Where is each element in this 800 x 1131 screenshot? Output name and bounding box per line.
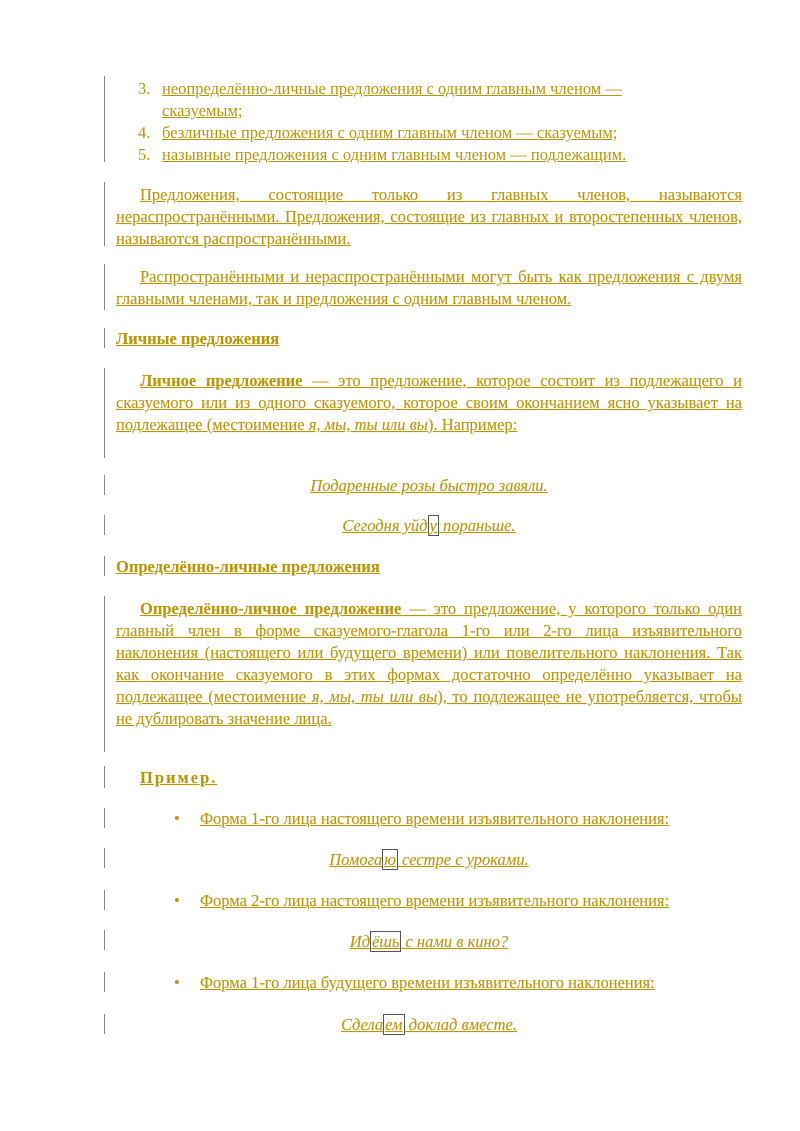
example-form-label	[174, 972, 655, 994]
change-bar	[104, 368, 105, 458]
example-sentence: Подаренные розы быстро завяли.	[310, 476, 548, 495]
list-number: 3.	[138, 79, 151, 98]
change-bar	[104, 475, 105, 495]
change-bar	[104, 766, 105, 788]
ending-box: ю	[384, 850, 396, 869]
example-rest: сестре с уроками.	[397, 850, 529, 869]
list-text: неопределённо-личные предложения с одним главным членом —	[162, 79, 622, 98]
example-form-label	[174, 890, 669, 912]
list-text: безличные предложения с одним главным членом — сказуемым;	[162, 123, 618, 142]
change-bar	[104, 596, 105, 752]
example-sentence	[116, 1014, 742, 1036]
list-number: 4.	[138, 123, 151, 142]
list-item	[138, 122, 738, 144]
example-sentence	[116, 931, 742, 953]
definition-text: — это предложение, которое состоит из подлежащего и сказуемого или из одного сказуемого, которое своим окончанием ясно указывает на подлежащее (местоимение	[116, 371, 742, 434]
definition-text: — это предложение, у которого только один главный член в форме сказуемого-глагола 1-го или 2-го лица изъявительного наклонения (настоящего или будущего времени) или повелительного наклонения. Так как окончание сказуемого в этих формах достаточно определённо указывает на подлежащее (местоимение	[116, 599, 742, 706]
definition-term: Личное предложение	[140, 371, 303, 390]
change-bar	[104, 328, 105, 348]
section-heading: Личные предложения	[116, 329, 280, 348]
change-bar	[104, 930, 105, 950]
list-text: сказуемым;	[162, 101, 243, 120]
example-stem: Сегодня уйд	[342, 516, 428, 535]
change-bar	[104, 264, 105, 310]
example-label: Пример.	[140, 768, 218, 787]
example-form-label	[174, 808, 669, 830]
change-bar	[104, 515, 105, 535]
change-bar	[104, 890, 105, 910]
form-label-text: Форма 2-го лица настоящего времени изъявительного наклонения:	[200, 891, 670, 910]
change-bar	[104, 972, 105, 992]
change-bar	[104, 76, 105, 162]
bullet-icon: •	[174, 973, 180, 992]
example-rest: пораньше.	[438, 516, 516, 535]
form-label-text: Форма 1-го лица будущего времени изъявительного наклонения:	[200, 973, 655, 992]
example-stem: Сдела	[341, 1015, 384, 1034]
ending-box: ем	[385, 1015, 403, 1034]
bullet-icon: •	[174, 891, 180, 910]
list-number: 5.	[138, 145, 151, 164]
list-item	[138, 78, 738, 100]
definition-term: Определённо-личное предложение	[140, 599, 402, 618]
example-stem: Помога	[329, 850, 383, 869]
paragraph: Предложения, состоящие только из главных членов, называются нераспространёнными. Предложения, состоящие из главных и второстепенных членов, называются распространёнными.	[116, 185, 742, 248]
example-rest: доклад вместе.	[404, 1015, 517, 1034]
paragraph: Распространёнными и нераспространёнными могут быть как предложения с двумя главными членами, так и предложения с одним главным членом.	[116, 267, 742, 308]
ending-box: ёшь	[372, 932, 400, 951]
example-sentence	[116, 515, 742, 537]
ending-box: у	[429, 516, 437, 535]
change-bar	[104, 808, 105, 828]
pronouns: я, мы, ты или вы	[308, 415, 428, 434]
pronouns: я, мы, ты или вы	[311, 687, 438, 706]
section-heading: Определённо-личные предложения	[116, 557, 380, 576]
bullet-icon: •	[174, 809, 180, 828]
change-bar	[104, 556, 105, 576]
form-label-text: Форма 1-го лица настоящего времени изъявительного наклонения:	[200, 809, 670, 828]
list-item	[138, 144, 738, 166]
definition-paragraph	[116, 370, 742, 436]
list-text: назывные предложения с одним главным членом — подлежащим.	[162, 145, 627, 164]
change-bar	[104, 1014, 105, 1034]
definition-paragraph	[116, 598, 742, 730]
change-bar	[104, 182, 105, 246]
change-bar	[104, 848, 105, 868]
definition-tail: ), то подлежащее не употребляется, чтобы не дублировать значение лица.	[116, 687, 742, 728]
example-rest: с нами в кино?	[401, 932, 509, 951]
definition-tail: ). Например:	[427, 415, 518, 434]
list-item-continuation	[138, 100, 762, 122]
example-stem: Ид	[349, 932, 371, 951]
example-sentence	[116, 849, 742, 871]
